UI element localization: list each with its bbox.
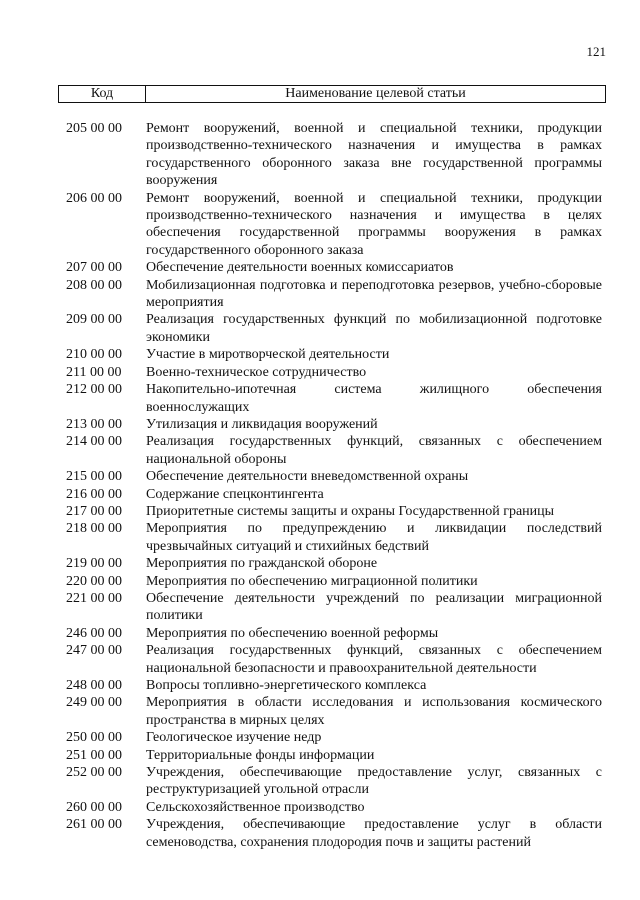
row-name: Мобилизационная подготовка и переподготовка резервов, учебно-сборовые мероприятия (146, 277, 602, 311)
table-row (66, 799, 606, 816)
row-name: Вопросы топливно-энергетического комплекса (146, 678, 427, 693)
row-code: 207 00 00 (66, 260, 122, 276)
table-row (66, 573, 606, 590)
row-code: 218 00 00 (66, 521, 122, 537)
row-name: Реализация государственных функций, связанных с обеспечением национальной обороны (146, 434, 602, 467)
column-header-code: Код (59, 86, 146, 102)
row-code: 220 00 00 (66, 573, 122, 589)
row-name: Мероприятия по обеспечению миграционной политики (146, 573, 478, 589)
row-name: Ремонт вооружений, военной и специальной техники, продукции производственно-технического назначения и имущества в целях обеспечения государственной программы вооружения в рамках государственного оборонного заказа (146, 190, 602, 258)
row-name: Мероприятия по обеспечению военной реформы (146, 625, 439, 641)
table-row (66, 346, 606, 363)
row-name: Военно-техническое сотрудничество (146, 364, 367, 380)
row-name: Учреждения, обеспечивающие предоставление услуг, связанных с реструктуризацией угольной отрасли (146, 765, 602, 798)
row-name: Реализация государственных функций, связанных с обеспечением национальной безопасности и правоохранительной деятельности (146, 643, 602, 676)
table-row (66, 677, 606, 694)
row-code: 250 00 00 (66, 730, 122, 746)
table-row (66, 625, 606, 642)
row-name: Реализация государственных функций по мобилизационной подготовке экономики (146, 312, 602, 345)
table-row (66, 590, 606, 625)
row-name: Обеспечение деятельности учреждений по реализации миграционной политики (146, 590, 602, 624)
row-name: Мероприятия по предупреждению и ликвидации последствий чрезвычайных ситуаций и стихийных бедствий (146, 521, 602, 554)
table-row (66, 277, 606, 312)
row-code: 212 00 00 (66, 382, 122, 398)
row-name: Обеспечение деятельности военных комиссариатов (146, 260, 454, 276)
row-name: Геологическое изучение недр (146, 730, 322, 746)
row-code: 246 00 00 (66, 625, 122, 641)
table-row (66, 433, 606, 468)
table-row (66, 311, 606, 346)
row-code: 217 00 00 (66, 503, 122, 519)
table-row (66, 555, 606, 572)
row-code: 247 00 00 (66, 643, 122, 659)
row-name: Приоритетные системы защиты и охраны Государственной границы (146, 503, 555, 519)
row-name: Утилизация и ликвидация вооружений (146, 416, 378, 432)
table-row (66, 747, 606, 764)
table-row (66, 520, 606, 555)
row-name: Участие в миротворческой деятельности (146, 347, 390, 363)
row-code: 219 00 00 (66, 556, 122, 572)
row-code: 205 00 00 (66, 121, 122, 136)
table-row (66, 729, 606, 746)
row-name: Обеспечение деятельности вневедомственной охраны (146, 469, 469, 485)
budget-article-list (66, 120, 606, 851)
row-name: Мероприятия в области исследования и использования космического пространства в мирных целях (146, 695, 602, 728)
row-code: 214 00 00 (66, 434, 122, 450)
row-name: Сельскохозяйственное производство (146, 799, 365, 815)
row-code: 221 00 00 (66, 590, 122, 606)
table-header (58, 85, 606, 103)
row-code: 213 00 00 (66, 416, 122, 432)
row-code: 251 00 00 (66, 747, 122, 763)
table-row (66, 416, 606, 433)
row-code: 261 00 00 (66, 817, 122, 833)
row-code: 215 00 00 (66, 469, 122, 485)
row-code: 249 00 00 (66, 695, 122, 711)
table-row (66, 364, 606, 381)
table-row (66, 259, 606, 276)
table-row (66, 468, 606, 485)
table-row (66, 503, 606, 520)
row-name: Ремонт вооружений, военной и специальной техники, продукции производственно-технического назначения и имущества в рамках государственного оборонного заказа вне государственной программы вооружения (146, 121, 602, 189)
row-code: 210 00 00 (66, 347, 122, 363)
table-row (66, 816, 606, 851)
row-code: 206 00 00 (66, 190, 122, 206)
row-code: 208 00 00 (66, 277, 122, 293)
row-name: Территориальные фонды информации (146, 747, 375, 763)
row-code: 248 00 00 (66, 678, 122, 693)
row-code: 260 00 00 (66, 799, 122, 815)
table-row (66, 642, 606, 677)
row-code: 216 00 00 (66, 486, 122, 502)
row-name: Содержание спецконтингента (146, 486, 324, 502)
row-code: 252 00 00 (66, 765, 122, 781)
row-name: Мероприятия по гражданской обороне (146, 556, 378, 572)
table-row (66, 120, 606, 190)
column-header-name: Наименование целевой статьи (285, 86, 466, 101)
row-name: Накопительно-ипотечная система жилищного обеспечения военнослужащих (146, 382, 602, 415)
page-number: 121 (586, 44, 606, 59)
table-row (66, 381, 606, 416)
table-row (66, 486, 606, 503)
row-code: 211 00 00 (66, 364, 122, 380)
row-name: Учреждения, обеспечивающие предоставление услуг в области семеноводства, сохранения плодородия почв и защиты растений (146, 817, 602, 850)
table-row (66, 694, 606, 729)
table-row (66, 190, 606, 260)
row-code: 209 00 00 (66, 312, 122, 328)
table-row (66, 764, 606, 799)
